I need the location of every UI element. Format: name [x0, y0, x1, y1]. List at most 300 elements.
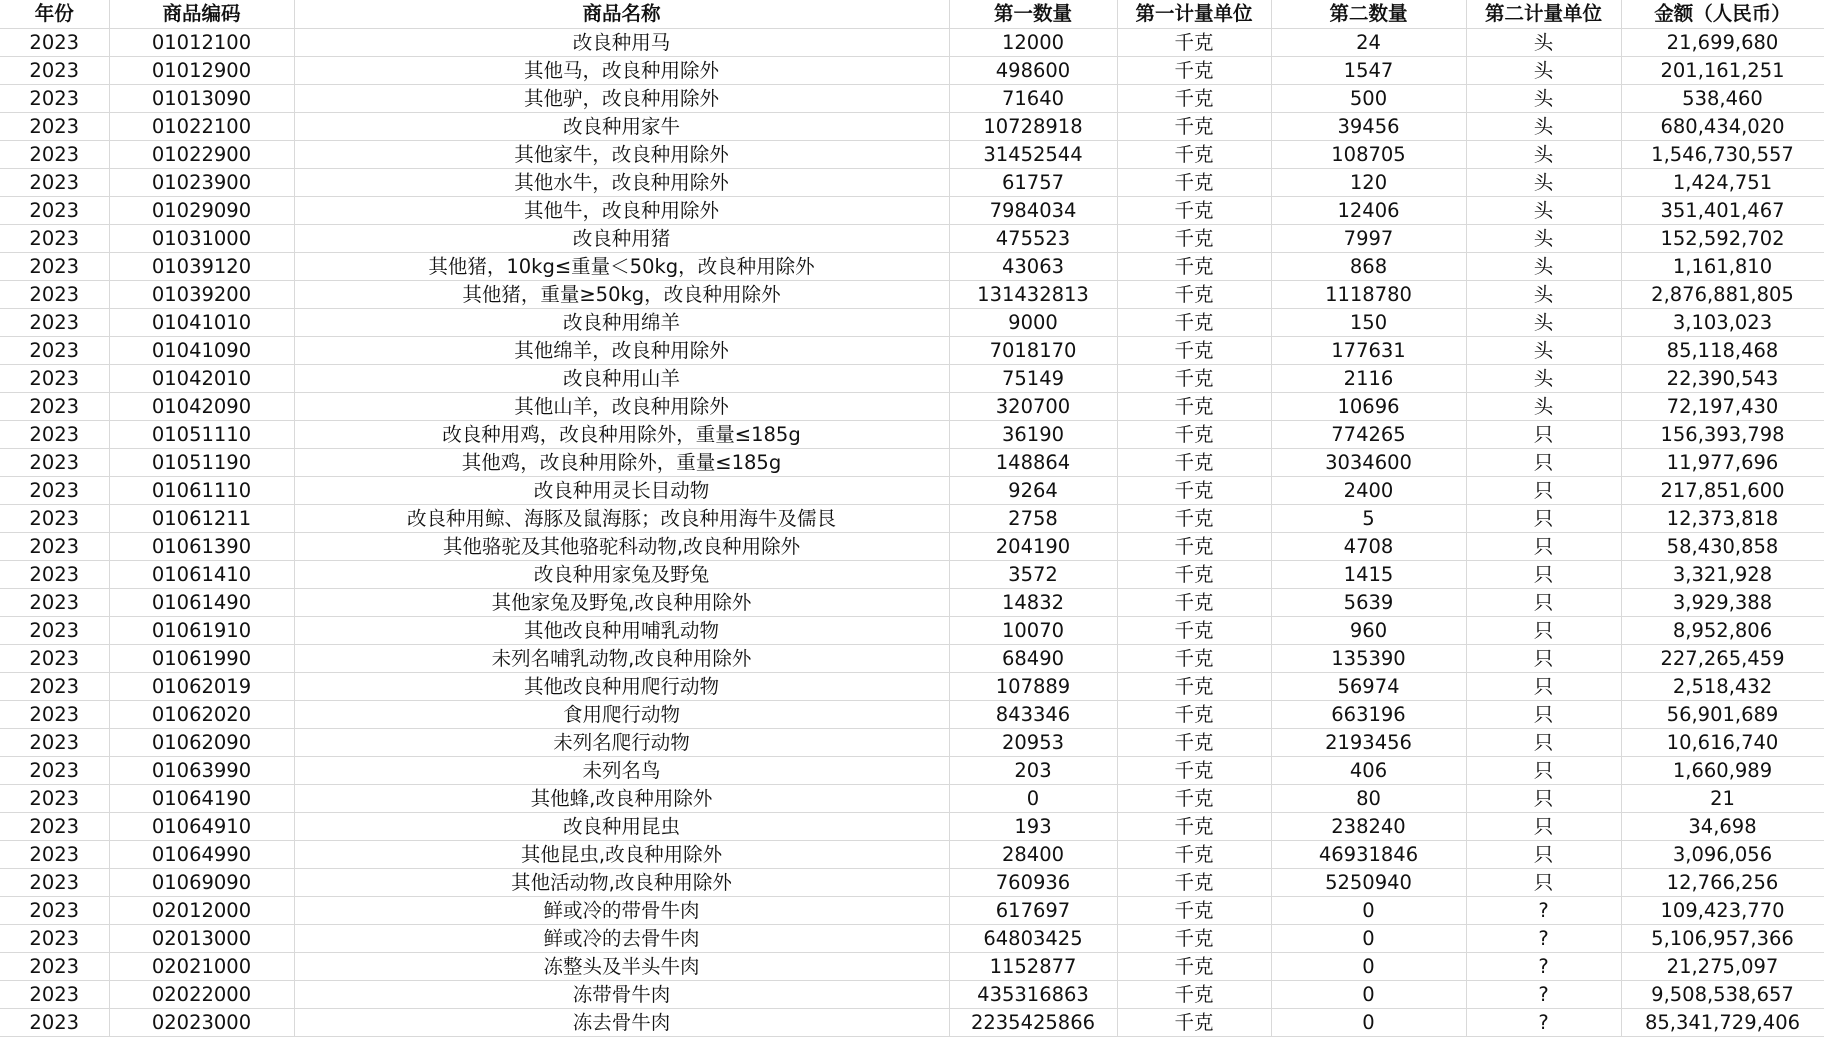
cell-commodity-name[interactable]: 未列名鸟 — [294, 757, 949, 785]
cell-second-quantity[interactable]: 120 — [1271, 169, 1466, 197]
cell-year[interactable]: 2023 — [0, 309, 109, 337]
cell-second-unit[interactable]: 只 — [1466, 421, 1621, 449]
cell-commodity-code[interactable]: 01061490 — [109, 589, 294, 617]
cell-amount-rmb[interactable]: 1,424,751 — [1621, 169, 1824, 197]
cell-amount-rmb[interactable]: 56,901,689 — [1621, 701, 1824, 729]
cell-amount-rmb[interactable]: 152,592,702 — [1621, 225, 1824, 253]
cell-commodity-name[interactable]: 改良种用家兔及野兔 — [294, 561, 949, 589]
cell-commodity-code[interactable]: 01041010 — [109, 309, 294, 337]
cell-second-quantity[interactable]: 177631 — [1271, 337, 1466, 365]
cell-commodity-code[interactable]: 01061110 — [109, 477, 294, 505]
cell-amount-rmb[interactable]: 58,430,858 — [1621, 533, 1824, 561]
cell-amount-rmb[interactable]: 2,518,432 — [1621, 673, 1824, 701]
cell-second-unit[interactable]: 头 — [1466, 29, 1621, 57]
cell-second-quantity[interactable]: 12406 — [1271, 197, 1466, 225]
cell-commodity-code[interactable]: 01061211 — [109, 505, 294, 533]
cell-first-unit[interactable]: 千克 — [1117, 225, 1271, 253]
cell-second-quantity[interactable]: 5639 — [1271, 589, 1466, 617]
cell-amount-rmb[interactable]: 351,401,467 — [1621, 197, 1824, 225]
cell-second-unit[interactable]: 头 — [1466, 365, 1621, 393]
cell-commodity-name[interactable]: 其他牛，改良种用除外 — [294, 197, 949, 225]
cell-second-quantity[interactable]: 24 — [1271, 29, 1466, 57]
header-second-quantity[interactable]: 第二数量 — [1271, 0, 1466, 29]
table-row — [0, 589, 1824, 617]
cell-first-quantity[interactable]: 31452544 — [949, 141, 1117, 169]
cell-amount-rmb[interactable]: 12,373,818 — [1621, 505, 1824, 533]
cell-first-quantity[interactable]: 148864 — [949, 449, 1117, 477]
cell-first-quantity[interactable]: 10070 — [949, 617, 1117, 645]
cell-year[interactable]: 2023 — [0, 561, 109, 589]
cell-second-unit[interactable]: 头 — [1466, 309, 1621, 337]
cell-first-unit[interactable]: 千克 — [1117, 197, 1271, 225]
cell-first-quantity[interactable]: 203 — [949, 757, 1117, 785]
header-amount-rmb[interactable]: 金额（人民币） — [1621, 0, 1824, 29]
cell-first-unit[interactable]: 千克 — [1117, 169, 1271, 197]
cell-amount-rmb[interactable]: 72,197,430 — [1621, 393, 1824, 421]
cell-commodity-code[interactable]: 01022100 — [109, 113, 294, 141]
cell-first-unit[interactable]: 千克 — [1117, 85, 1271, 113]
cell-year[interactable]: 2023 — [0, 449, 109, 477]
cell-second-unit[interactable]: 只 — [1466, 869, 1621, 897]
cell-second-quantity[interactable]: 39456 — [1271, 113, 1466, 141]
cell-commodity-name[interactable]: 其他猪，重量≥50kg，改良种用除外 — [294, 281, 949, 309]
cell-year[interactable]: 2023 — [0, 869, 109, 897]
cell-second-quantity[interactable]: 135390 — [1271, 645, 1466, 673]
cell-year[interactable]: 2023 — [0, 169, 109, 197]
cell-commodity-name[interactable]: 改良种用马 — [294, 29, 949, 57]
cell-year[interactable]: 2023 — [0, 813, 109, 841]
cell-first-quantity[interactable]: 435316863 — [949, 981, 1117, 1009]
header-year[interactable]: 年份 — [0, 0, 109, 29]
cell-amount-rmb[interactable]: 34,698 — [1621, 813, 1824, 841]
cell-amount-rmb[interactable]: 1,660,989 — [1621, 757, 1824, 785]
cell-commodity-name[interactable]: 改良种用山羊 — [294, 365, 949, 393]
cell-first-unit[interactable]: 千克 — [1117, 897, 1271, 925]
cell-first-unit[interactable]: 千克 — [1117, 645, 1271, 673]
cell-amount-rmb[interactable]: 156,393,798 — [1621, 421, 1824, 449]
cell-amount-rmb[interactable]: 3,103,023 — [1621, 309, 1824, 337]
cell-second-quantity[interactable]: 0 — [1271, 1009, 1466, 1037]
cell-commodity-code[interactable]: 01061410 — [109, 561, 294, 589]
cell-first-quantity[interactable]: 71640 — [949, 85, 1117, 113]
cell-commodity-name[interactable]: 冻整头及半头牛肉 — [294, 953, 949, 981]
cell-commodity-name[interactable]: 其他昆虫,改良种用除外 — [294, 841, 949, 869]
cell-first-unit[interactable]: 千克 — [1117, 981, 1271, 1009]
cell-commodity-name[interactable]: 食用爬行动物 — [294, 701, 949, 729]
cell-first-unit[interactable]: 千克 — [1117, 673, 1271, 701]
cell-second-quantity[interactable]: 7997 — [1271, 225, 1466, 253]
cell-second-unit[interactable]: 头 — [1466, 337, 1621, 365]
header-second-unit[interactable]: 第二计量单位 — [1466, 0, 1621, 29]
cell-commodity-code[interactable]: 01051110 — [109, 421, 294, 449]
cell-amount-rmb[interactable]: 21,699,680 — [1621, 29, 1824, 57]
cell-year[interactable]: 2023 — [0, 841, 109, 869]
cell-first-unit[interactable]: 千克 — [1117, 113, 1271, 141]
cell-commodity-name[interactable]: 其他水牛，改良种用除外 — [294, 169, 949, 197]
cell-first-quantity[interactable]: 843346 — [949, 701, 1117, 729]
cell-year[interactable]: 2023 — [0, 673, 109, 701]
cell-year[interactable]: 2023 — [0, 785, 109, 813]
cell-year[interactable]: 2023 — [0, 757, 109, 785]
cell-second-unit[interactable]: 头 — [1466, 85, 1621, 113]
cell-first-quantity[interactable]: 64803425 — [949, 925, 1117, 953]
cell-first-unit[interactable]: 千克 — [1117, 589, 1271, 617]
cell-amount-rmb[interactable]: 2,876,881,805 — [1621, 281, 1824, 309]
cell-second-unit[interactable]: 只 — [1466, 533, 1621, 561]
cell-year[interactable]: 2023 — [0, 365, 109, 393]
cell-commodity-code[interactable]: 01039120 — [109, 253, 294, 281]
cell-first-unit[interactable]: 千克 — [1117, 757, 1271, 785]
cell-second-quantity[interactable]: 5250940 — [1271, 869, 1466, 897]
cell-second-unit[interactable]: 只 — [1466, 673, 1621, 701]
cell-year[interactable]: 2023 — [0, 505, 109, 533]
cell-commodity-name[interactable]: 其他山羊，改良种用除外 — [294, 393, 949, 421]
cell-second-quantity[interactable]: 500 — [1271, 85, 1466, 113]
cell-first-quantity[interactable]: 617697 — [949, 897, 1117, 925]
cell-year[interactable]: 2023 — [0, 897, 109, 925]
cell-first-unit[interactable]: 千克 — [1117, 57, 1271, 85]
cell-commodity-code[interactable]: 01013090 — [109, 85, 294, 113]
cell-first-quantity[interactable]: 193 — [949, 813, 1117, 841]
cell-year[interactable]: 2023 — [0, 225, 109, 253]
cell-commodity-code[interactable]: 01062020 — [109, 701, 294, 729]
cell-second-quantity[interactable]: 10696 — [1271, 393, 1466, 421]
cell-amount-rmb[interactable]: 9,508,538,657 — [1621, 981, 1824, 1009]
cell-second-quantity[interactable]: 238240 — [1271, 813, 1466, 841]
cell-first-unit[interactable]: 千克 — [1117, 29, 1271, 57]
table-row — [0, 337, 1824, 365]
cell-commodity-code[interactable]: 01051190 — [109, 449, 294, 477]
cell-second-quantity[interactable]: 774265 — [1271, 421, 1466, 449]
cell-year[interactable]: 2023 — [0, 253, 109, 281]
cell-amount-rmb[interactable]: 22,390,543 — [1621, 365, 1824, 393]
cell-amount-rmb[interactable]: 5,106,957,366 — [1621, 925, 1824, 953]
cell-commodity-name[interactable]: 其他改良种用爬行动物 — [294, 673, 949, 701]
cell-second-quantity[interactable]: 406 — [1271, 757, 1466, 785]
cell-second-unit[interactable]: 只 — [1466, 701, 1621, 729]
cell-first-unit[interactable]: 千克 — [1117, 393, 1271, 421]
cell-commodity-code[interactable]: 01064190 — [109, 785, 294, 813]
cell-second-unit[interactable]: 只 — [1466, 561, 1621, 589]
cell-amount-rmb[interactable]: 109,423,770 — [1621, 897, 1824, 925]
cell-amount-rmb[interactable]: 538,460 — [1621, 85, 1824, 113]
cell-commodity-name[interactable]: 其他蜂,改良种用除外 — [294, 785, 949, 813]
cell-second-unit[interactable]: 头 — [1466, 197, 1621, 225]
cell-second-quantity[interactable]: 5 — [1271, 505, 1466, 533]
cell-first-quantity[interactable]: 2235425866 — [949, 1009, 1117, 1037]
cell-second-unit[interactable]: 头 — [1466, 113, 1621, 141]
cell-second-unit[interactable]: 只 — [1466, 449, 1621, 477]
header-first-unit[interactable]: 第一计量单位 — [1117, 0, 1271, 29]
cell-second-unit[interactable]: 头 — [1466, 169, 1621, 197]
cell-first-quantity[interactable]: 36190 — [949, 421, 1117, 449]
cell-first-unit[interactable]: 千克 — [1117, 533, 1271, 561]
cell-first-unit[interactable]: 千克 — [1117, 309, 1271, 337]
cell-second-quantity[interactable]: 960 — [1271, 617, 1466, 645]
cell-commodity-name[interactable]: 其他猪，10kg≤重量＜50kg，改良种用除外 — [294, 253, 949, 281]
cell-amount-rmb[interactable]: 85,341,729,406 — [1621, 1009, 1824, 1037]
cell-commodity-code[interactable]: 01064910 — [109, 813, 294, 841]
cell-year[interactable]: 2023 — [0, 729, 109, 757]
cell-amount-rmb[interactable]: 217,851,600 — [1621, 477, 1824, 505]
cell-second-unit[interactable]: 头 — [1466, 225, 1621, 253]
cell-second-quantity[interactable]: 46931846 — [1271, 841, 1466, 869]
cell-first-unit[interactable]: 千克 — [1117, 449, 1271, 477]
cell-first-quantity[interactable]: 760936 — [949, 869, 1117, 897]
cell-amount-rmb[interactable]: 21,275,097 — [1621, 953, 1824, 981]
cell-year[interactable]: 2023 — [0, 393, 109, 421]
cell-second-quantity[interactable]: 2116 — [1271, 365, 1466, 393]
cell-first-unit[interactable]: 千克 — [1117, 421, 1271, 449]
cell-second-quantity[interactable]: 150 — [1271, 309, 1466, 337]
cell-commodity-name[interactable]: 其他马，改良种用除外 — [294, 57, 949, 85]
cell-first-unit[interactable]: 千克 — [1117, 253, 1271, 281]
cell-first-unit[interactable]: 千克 — [1117, 841, 1271, 869]
cell-year[interactable]: 2023 — [0, 85, 109, 113]
cell-first-unit[interactable]: 千克 — [1117, 869, 1271, 897]
cell-commodity-name[interactable]: 其他改良种用哺乳动物 — [294, 617, 949, 645]
cell-commodity-code[interactable]: 01022900 — [109, 141, 294, 169]
cell-amount-rmb[interactable]: 10,616,740 — [1621, 729, 1824, 757]
cell-commodity-code[interactable]: 01062019 — [109, 673, 294, 701]
cell-second-quantity[interactable]: 4708 — [1271, 533, 1466, 561]
cell-commodity-name[interactable]: 改良种用鸡，改良种用除外，重量≤185g — [294, 421, 949, 449]
cell-second-unit[interactable]: 头 — [1466, 393, 1621, 421]
cell-first-quantity[interactable]: 14832 — [949, 589, 1117, 617]
cell-first-unit[interactable]: 千克 — [1117, 365, 1271, 393]
cell-year[interactable]: 2023 — [0, 477, 109, 505]
cell-amount-rmb[interactable]: 12,766,256 — [1621, 869, 1824, 897]
cell-amount-rmb[interactable]: 1,546,730,557 — [1621, 141, 1824, 169]
cell-amount-rmb[interactable]: 21 — [1621, 785, 1824, 813]
cell-second-quantity[interactable]: 2400 — [1271, 477, 1466, 505]
cell-commodity-name[interactable]: 未列名哺乳动物,改良种用除外 — [294, 645, 949, 673]
cell-amount-rmb[interactable]: 3,096,056 — [1621, 841, 1824, 869]
cell-year[interactable]: 2023 — [0, 29, 109, 57]
cell-second-unit[interactable]: ? — [1466, 897, 1621, 925]
cell-first-quantity[interactable]: 204190 — [949, 533, 1117, 561]
cell-first-quantity[interactable]: 9264 — [949, 477, 1117, 505]
table-row — [0, 57, 1824, 85]
cell-first-quantity[interactable]: 7018170 — [949, 337, 1117, 365]
cell-second-quantity[interactable]: 108705 — [1271, 141, 1466, 169]
cell-first-unit[interactable]: 千克 — [1117, 1009, 1271, 1037]
cell-second-quantity[interactable]: 0 — [1271, 953, 1466, 981]
cell-commodity-name[interactable]: 其他家牛，改良种用除外 — [294, 141, 949, 169]
cell-first-quantity[interactable]: 1152877 — [949, 953, 1117, 981]
cell-year[interactable]: 2023 — [0, 421, 109, 449]
cell-commodity-name[interactable]: 其他鸡，改良种用除外，重量≤185g — [294, 449, 949, 477]
cell-first-quantity[interactable]: 320700 — [949, 393, 1117, 421]
cell-first-quantity[interactable]: 28400 — [949, 841, 1117, 869]
header-first-quantity[interactable]: 第一数量 — [949, 0, 1117, 29]
cell-commodity-name[interactable]: 未列名爬行动物 — [294, 729, 949, 757]
table-row — [0, 449, 1824, 477]
cell-commodity-code[interactable]: 01039200 — [109, 281, 294, 309]
cell-year[interactable]: 2023 — [0, 1009, 109, 1037]
cell-year[interactable]: 2023 — [0, 589, 109, 617]
cell-commodity-name[interactable]: 改良种用鲸、海豚及鼠海豚；改良种用海牛及儒艮 — [294, 505, 949, 533]
cell-second-unit[interactable]: ? — [1466, 1009, 1621, 1037]
cell-first-quantity[interactable]: 2758 — [949, 505, 1117, 533]
cell-commodity-name[interactable]: 鲜或冷的去骨牛肉 — [294, 925, 949, 953]
cell-second-unit[interactable]: 只 — [1466, 617, 1621, 645]
cell-commodity-code[interactable]: 02012000 — [109, 897, 294, 925]
cell-commodity-name[interactable]: 改良种用灵长目动物 — [294, 477, 949, 505]
cell-first-quantity[interactable]: 12000 — [949, 29, 1117, 57]
cell-second-quantity[interactable]: 2193456 — [1271, 729, 1466, 757]
cell-year[interactable]: 2023 — [0, 113, 109, 141]
cell-commodity-name[interactable]: 改良种用昆虫 — [294, 813, 949, 841]
cell-year[interactable]: 2023 — [0, 281, 109, 309]
cell-commodity-code[interactable]: 01023900 — [109, 169, 294, 197]
cell-second-unit[interactable]: 头 — [1466, 281, 1621, 309]
cell-first-quantity[interactable]: 61757 — [949, 169, 1117, 197]
cell-commodity-code[interactable]: 02022000 — [109, 981, 294, 1009]
cell-first-unit[interactable]: 千克 — [1117, 785, 1271, 813]
cell-first-quantity[interactable]: 0 — [949, 785, 1117, 813]
cell-first-unit[interactable]: 千克 — [1117, 813, 1271, 841]
cell-second-quantity[interactable]: 0 — [1271, 897, 1466, 925]
cell-commodity-name[interactable]: 其他骆驼及其他骆驼科动物,改良种用除外 — [294, 533, 949, 561]
cell-first-unit[interactable]: 千克 — [1117, 505, 1271, 533]
cell-first-quantity[interactable]: 10728918 — [949, 113, 1117, 141]
cell-amount-rmb[interactable]: 8,952,806 — [1621, 617, 1824, 645]
cell-commodity-code[interactable]: 01012100 — [109, 29, 294, 57]
cell-second-unit[interactable]: 只 — [1466, 757, 1621, 785]
cell-amount-rmb[interactable]: 680,434,020 — [1621, 113, 1824, 141]
cell-commodity-code[interactable]: 01062090 — [109, 729, 294, 757]
cell-year[interactable]: 2023 — [0, 701, 109, 729]
cell-second-quantity[interactable]: 663196 — [1271, 701, 1466, 729]
cell-first-quantity[interactable]: 75149 — [949, 365, 1117, 393]
cell-second-quantity[interactable]: 1415 — [1271, 561, 1466, 589]
cell-commodity-code[interactable]: 01012900 — [109, 57, 294, 85]
cell-first-unit[interactable]: 千克 — [1117, 953, 1271, 981]
cell-first-quantity[interactable]: 7984034 — [949, 197, 1117, 225]
cell-year[interactable]: 2023 — [0, 981, 109, 1009]
cell-commodity-code[interactable]: 01061390 — [109, 533, 294, 561]
cell-commodity-code[interactable]: 01064990 — [109, 841, 294, 869]
cell-commodity-name[interactable]: 其他驴，改良种用除外 — [294, 85, 949, 113]
cell-second-unit[interactable]: 只 — [1466, 505, 1621, 533]
cell-second-unit[interactable]: ? — [1466, 925, 1621, 953]
cell-commodity-code[interactable]: 02023000 — [109, 1009, 294, 1037]
cell-second-quantity[interactable]: 0 — [1271, 981, 1466, 1009]
cell-second-unit[interactable]: 只 — [1466, 645, 1621, 673]
cell-year[interactable]: 2023 — [0, 617, 109, 645]
cell-commodity-name[interactable]: 改良种用绵羊 — [294, 309, 949, 337]
cell-second-unit[interactable]: 只 — [1466, 589, 1621, 617]
cell-first-quantity[interactable]: 43063 — [949, 253, 1117, 281]
cell-second-unit[interactable]: 头 — [1466, 141, 1621, 169]
cell-commodity-code[interactable]: 01042090 — [109, 393, 294, 421]
cell-first-unit[interactable]: 千克 — [1117, 701, 1271, 729]
cell-second-quantity[interactable]: 80 — [1271, 785, 1466, 813]
cell-amount-rmb[interactable]: 11,977,696 — [1621, 449, 1824, 477]
cell-year[interactable]: 2023 — [0, 533, 109, 561]
cell-second-quantity[interactable]: 0 — [1271, 925, 1466, 953]
cell-first-unit[interactable]: 千克 — [1117, 561, 1271, 589]
cell-second-unit[interactable]: 只 — [1466, 841, 1621, 869]
cell-first-quantity[interactable]: 475523 — [949, 225, 1117, 253]
cell-commodity-name[interactable]: 冻带骨牛肉 — [294, 981, 949, 1009]
cell-commodity-code[interactable]: 01041090 — [109, 337, 294, 365]
cell-second-unit[interactable]: 头 — [1466, 57, 1621, 85]
cell-year[interactable]: 2023 — [0, 925, 109, 953]
cell-commodity-name[interactable]: 改良种用家牛 — [294, 113, 949, 141]
cell-first-quantity[interactable]: 20953 — [949, 729, 1117, 757]
cell-second-unit[interactable]: ? — [1466, 981, 1621, 1009]
cell-amount-rmb[interactable]: 1,161,810 — [1621, 253, 1824, 281]
cell-second-quantity[interactable]: 868 — [1271, 253, 1466, 281]
cell-first-unit[interactable]: 千克 — [1117, 281, 1271, 309]
cell-commodity-name[interactable]: 其他家兔及野兔,改良种用除外 — [294, 589, 949, 617]
cell-commodity-code[interactable]: 02013000 — [109, 925, 294, 953]
header-commodity-name[interactable]: 商品名称 — [294, 0, 949, 29]
cell-first-unit[interactable]: 千克 — [1117, 925, 1271, 953]
cell-first-quantity[interactable]: 3572 — [949, 561, 1117, 589]
cell-commodity-code[interactable]: 01042010 — [109, 365, 294, 393]
cell-commodity-code[interactable]: 01063990 — [109, 757, 294, 785]
header-commodity-code[interactable]: 商品编码 — [109, 0, 294, 29]
cell-second-quantity[interactable]: 3034600 — [1271, 449, 1466, 477]
cell-first-unit[interactable]: 千克 — [1117, 729, 1271, 757]
cell-first-unit[interactable]: 千克 — [1117, 477, 1271, 505]
cell-year[interactable]: 2023 — [0, 337, 109, 365]
cell-amount-rmb[interactable]: 3,929,388 — [1621, 589, 1824, 617]
cell-commodity-name[interactable]: 冻去骨牛肉 — [294, 1009, 949, 1037]
cell-amount-rmb[interactable]: 3,321,928 — [1621, 561, 1824, 589]
cell-second-unit[interactable]: ? — [1466, 953, 1621, 981]
cell-first-unit[interactable]: 千克 — [1117, 141, 1271, 169]
cell-amount-rmb[interactable]: 85,118,468 — [1621, 337, 1824, 365]
cell-second-unit[interactable]: 头 — [1466, 253, 1621, 281]
cell-amount-rmb[interactable]: 227,265,459 — [1621, 645, 1824, 673]
cell-year[interactable]: 2023 — [0, 197, 109, 225]
cell-year[interactable]: 2023 — [0, 57, 109, 85]
cell-second-quantity[interactable]: 1118780 — [1271, 281, 1466, 309]
cell-first-quantity[interactable]: 107889 — [949, 673, 1117, 701]
cell-second-unit[interactable]: 只 — [1466, 477, 1621, 505]
cell-commodity-code[interactable]: 01061990 — [109, 645, 294, 673]
cell-year[interactable]: 2023 — [0, 141, 109, 169]
cell-first-quantity[interactable]: 68490 — [949, 645, 1117, 673]
cell-commodity-name[interactable]: 其他绵羊，改良种用除外 — [294, 337, 949, 365]
cell-commodity-code[interactable]: 01031000 — [109, 225, 294, 253]
cell-second-unit[interactable]: 只 — [1466, 729, 1621, 757]
cell-second-unit[interactable]: 只 — [1466, 813, 1621, 841]
cell-first-unit[interactable]: 千克 — [1117, 337, 1271, 365]
cell-year[interactable]: 2023 — [0, 953, 109, 981]
cell-commodity-name[interactable]: 其他活动物,改良种用除外 — [294, 869, 949, 897]
cell-commodity-code[interactable]: 02021000 — [109, 953, 294, 981]
cell-second-unit[interactable]: 只 — [1466, 785, 1621, 813]
cell-first-quantity[interactable]: 131432813 — [949, 281, 1117, 309]
cell-commodity-name[interactable]: 改良种用猪 — [294, 225, 949, 253]
cell-year[interactable]: 2023 — [0, 645, 109, 673]
cell-commodity-code[interactable]: 01069090 — [109, 869, 294, 897]
cell-amount-rmb[interactable]: 201,161,251 — [1621, 57, 1824, 85]
cell-first-quantity[interactable]: 9000 — [949, 309, 1117, 337]
cell-first-unit[interactable]: 千克 — [1117, 617, 1271, 645]
cell-first-quantity[interactable]: 498600 — [949, 57, 1117, 85]
cell-second-quantity[interactable]: 56974 — [1271, 673, 1466, 701]
cell-commodity-code[interactable]: 01061910 — [109, 617, 294, 645]
cell-commodity-code[interactable]: 01029090 — [109, 197, 294, 225]
cell-commodity-name[interactable]: 鲜或冷的带骨牛肉 — [294, 897, 949, 925]
cell-second-quantity[interactable]: 1547 — [1271, 57, 1466, 85]
